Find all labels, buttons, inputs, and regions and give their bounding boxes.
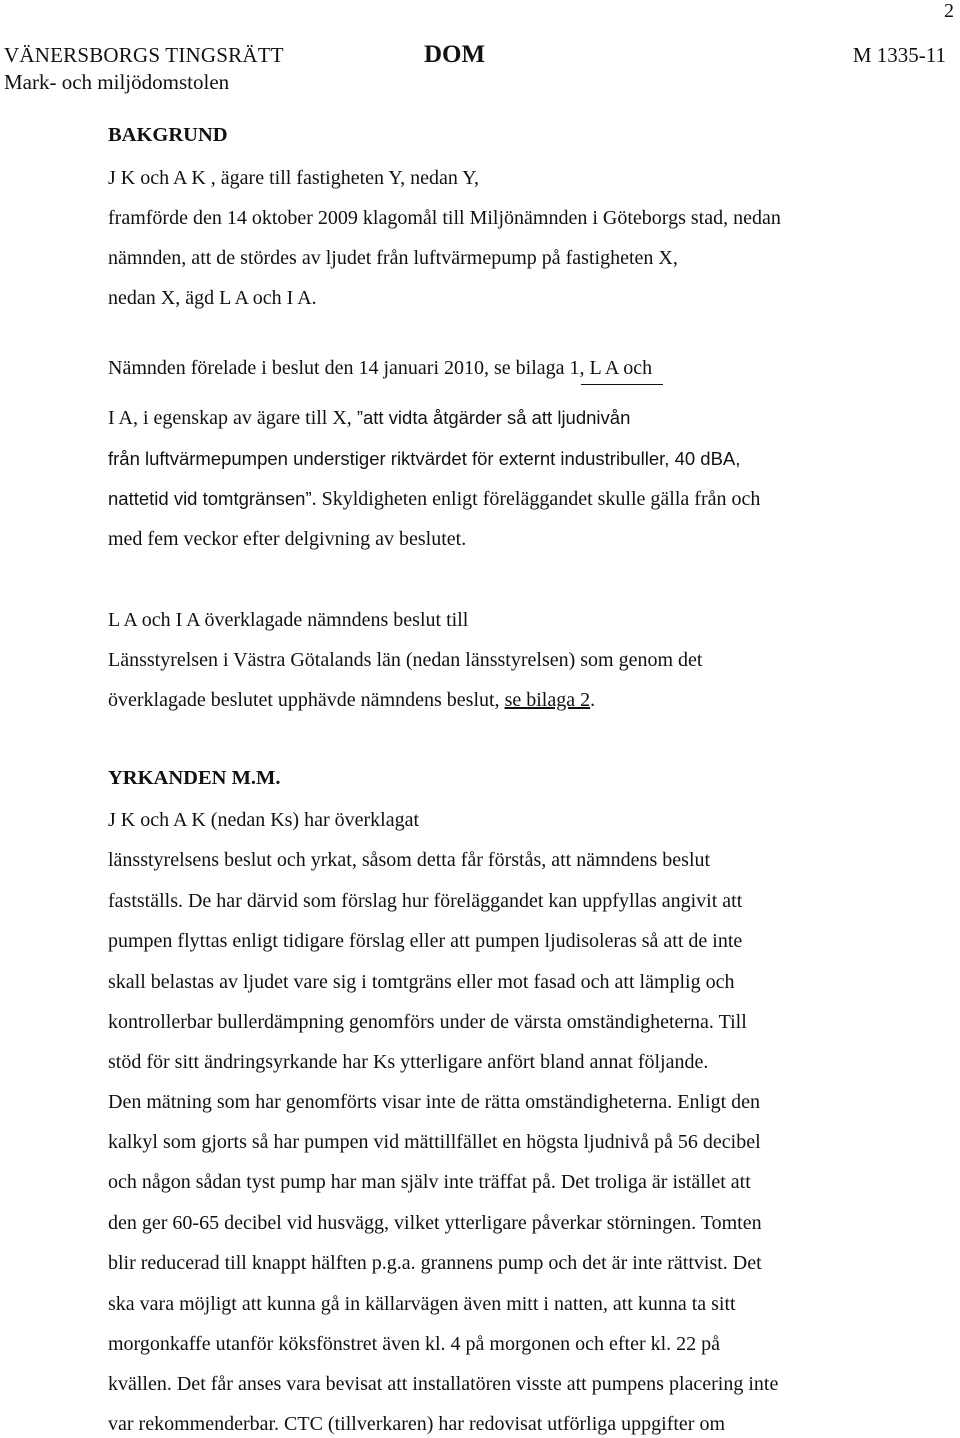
text-line	[108, 688, 595, 712]
section-heading-bakgrund: BAKGRUND	[108, 124, 228, 146]
text-line: pumpen flyttas enligt tidigare förslag eller att pumpen ljudisoleras så att de inte	[108, 930, 743, 952]
text-line: nedan X, ägd L A och I A.	[108, 287, 317, 309]
document-type: DOM	[424, 41, 486, 68]
text-line: Nämnden förelade i beslut den 14 januari 2010, se bilaga 1, L A och	[108, 357, 653, 379]
text-line: och någon sådan tyst pump har man själv inte träffat på. Det troliga är istället att	[108, 1171, 751, 1193]
court-department: Mark- och miljödomstolen	[4, 70, 230, 94]
text-line	[108, 447, 740, 471]
text-line: morgonkaffe utanför köksfönstret även kl. 4 på morgonen och efter kl. 22 på	[108, 1333, 721, 1355]
text-line	[108, 487, 760, 511]
text-line: framförde den 14 oktober 2009 klagomål till Miljönämnden i Göteborgs stad, nedan	[108, 207, 781, 229]
text-line: kvällen. Det får anses vara bevisat att installatören visste att pumpens placering inte	[108, 1373, 779, 1395]
text-segment: I A, i egenskap av ägare till X,	[108, 407, 357, 429]
text-line: länsstyrelsens beslut och yrkat, såsom detta får förstås, att nämndens beslut	[108, 849, 711, 871]
page-number: 2	[944, 0, 954, 22]
text-segment: . Skyldigheten enligt föreläggandet skulle gälla från och	[311, 488, 761, 510]
text-line: kontrollerbar bullerdämpning genomförs under de värsta omständigheterna. Till	[108, 1011, 747, 1033]
text-line: kalkyl som gjorts så har pumpen vid mättillfället en högsta ljudnivå på 56 decibel	[108, 1131, 761, 1153]
case-number: M 1335-11	[852, 43, 946, 67]
text-line	[108, 406, 630, 430]
attachment-link[interactable]: se bilaga 2	[504, 689, 591, 711]
text-line: skall belastas av ljudet vare sig i tomtgräns eller mot fasad och att lämplig och	[108, 971, 735, 993]
text-line: nämnden, att de stördes av ljudet från luftvärmepump på fastigheten X,	[108, 247, 678, 269]
quoted-text: nattetid vid tomtgränsen”	[108, 488, 312, 509]
text-line: Länsstyrelsen i Västra Götalands län (nedan länsstyrelsen) som genom det	[108, 649, 703, 671]
text-segment: överklagade beslutet upphävde nämndens beslut,	[108, 689, 505, 711]
text-line: Den mätning som har genomförts visar inte de rätta omständigheterna. Enligt den	[108, 1091, 761, 1113]
quoted-text: från luftvärmepumpen understiger riktvärdet för externt industribuller, 40 dBA,	[108, 448, 741, 469]
text-line: fastställs. De har därvid som förslag hur föreläggandet kan uppfyllas angivit att	[108, 890, 743, 912]
text-line: den ger 60-65 decibel vid husvägg, vilket ytterligare påverkar störningen. Tomten	[108, 1212, 762, 1234]
court-name: VÄNERSBORGS TINGSRÄTT	[4, 43, 284, 67]
text-line: blir reducerad till knappt hälften p.g.a. grannens pump och det är inte rättvist. Det	[108, 1252, 762, 1274]
text-line: ska vara möjligt att kunna gå in källarvägen även mitt i natten, att kunna ta sitt	[108, 1293, 736, 1315]
text-line: J K och A K (nedan Ks) har överklagat	[108, 809, 420, 831]
text-line: stöd för sitt ändringsyrkande har Ks ytterligare anfört bland annat följande.	[108, 1051, 709, 1073]
signature-line	[581, 384, 663, 385]
text-line: L A och I A överklagade nämndens beslut till	[108, 609, 469, 631]
text-line: var rekommenderbar. CTC (tillverkaren) har redovisat utförliga uppgifter om	[108, 1413, 726, 1435]
text-line: J K och A K , ägare till fastigheten Y, nedan Y,	[108, 167, 480, 189]
section-heading-yrkanden: YRKANDEN M.M.	[108, 767, 281, 789]
quoted-text: ”att vidta åtgärder så att ljudnivån	[356, 407, 631, 428]
text-segment: .	[590, 689, 596, 711]
text-line: med fem veckor efter delgivning av beslutet.	[108, 528, 467, 550]
